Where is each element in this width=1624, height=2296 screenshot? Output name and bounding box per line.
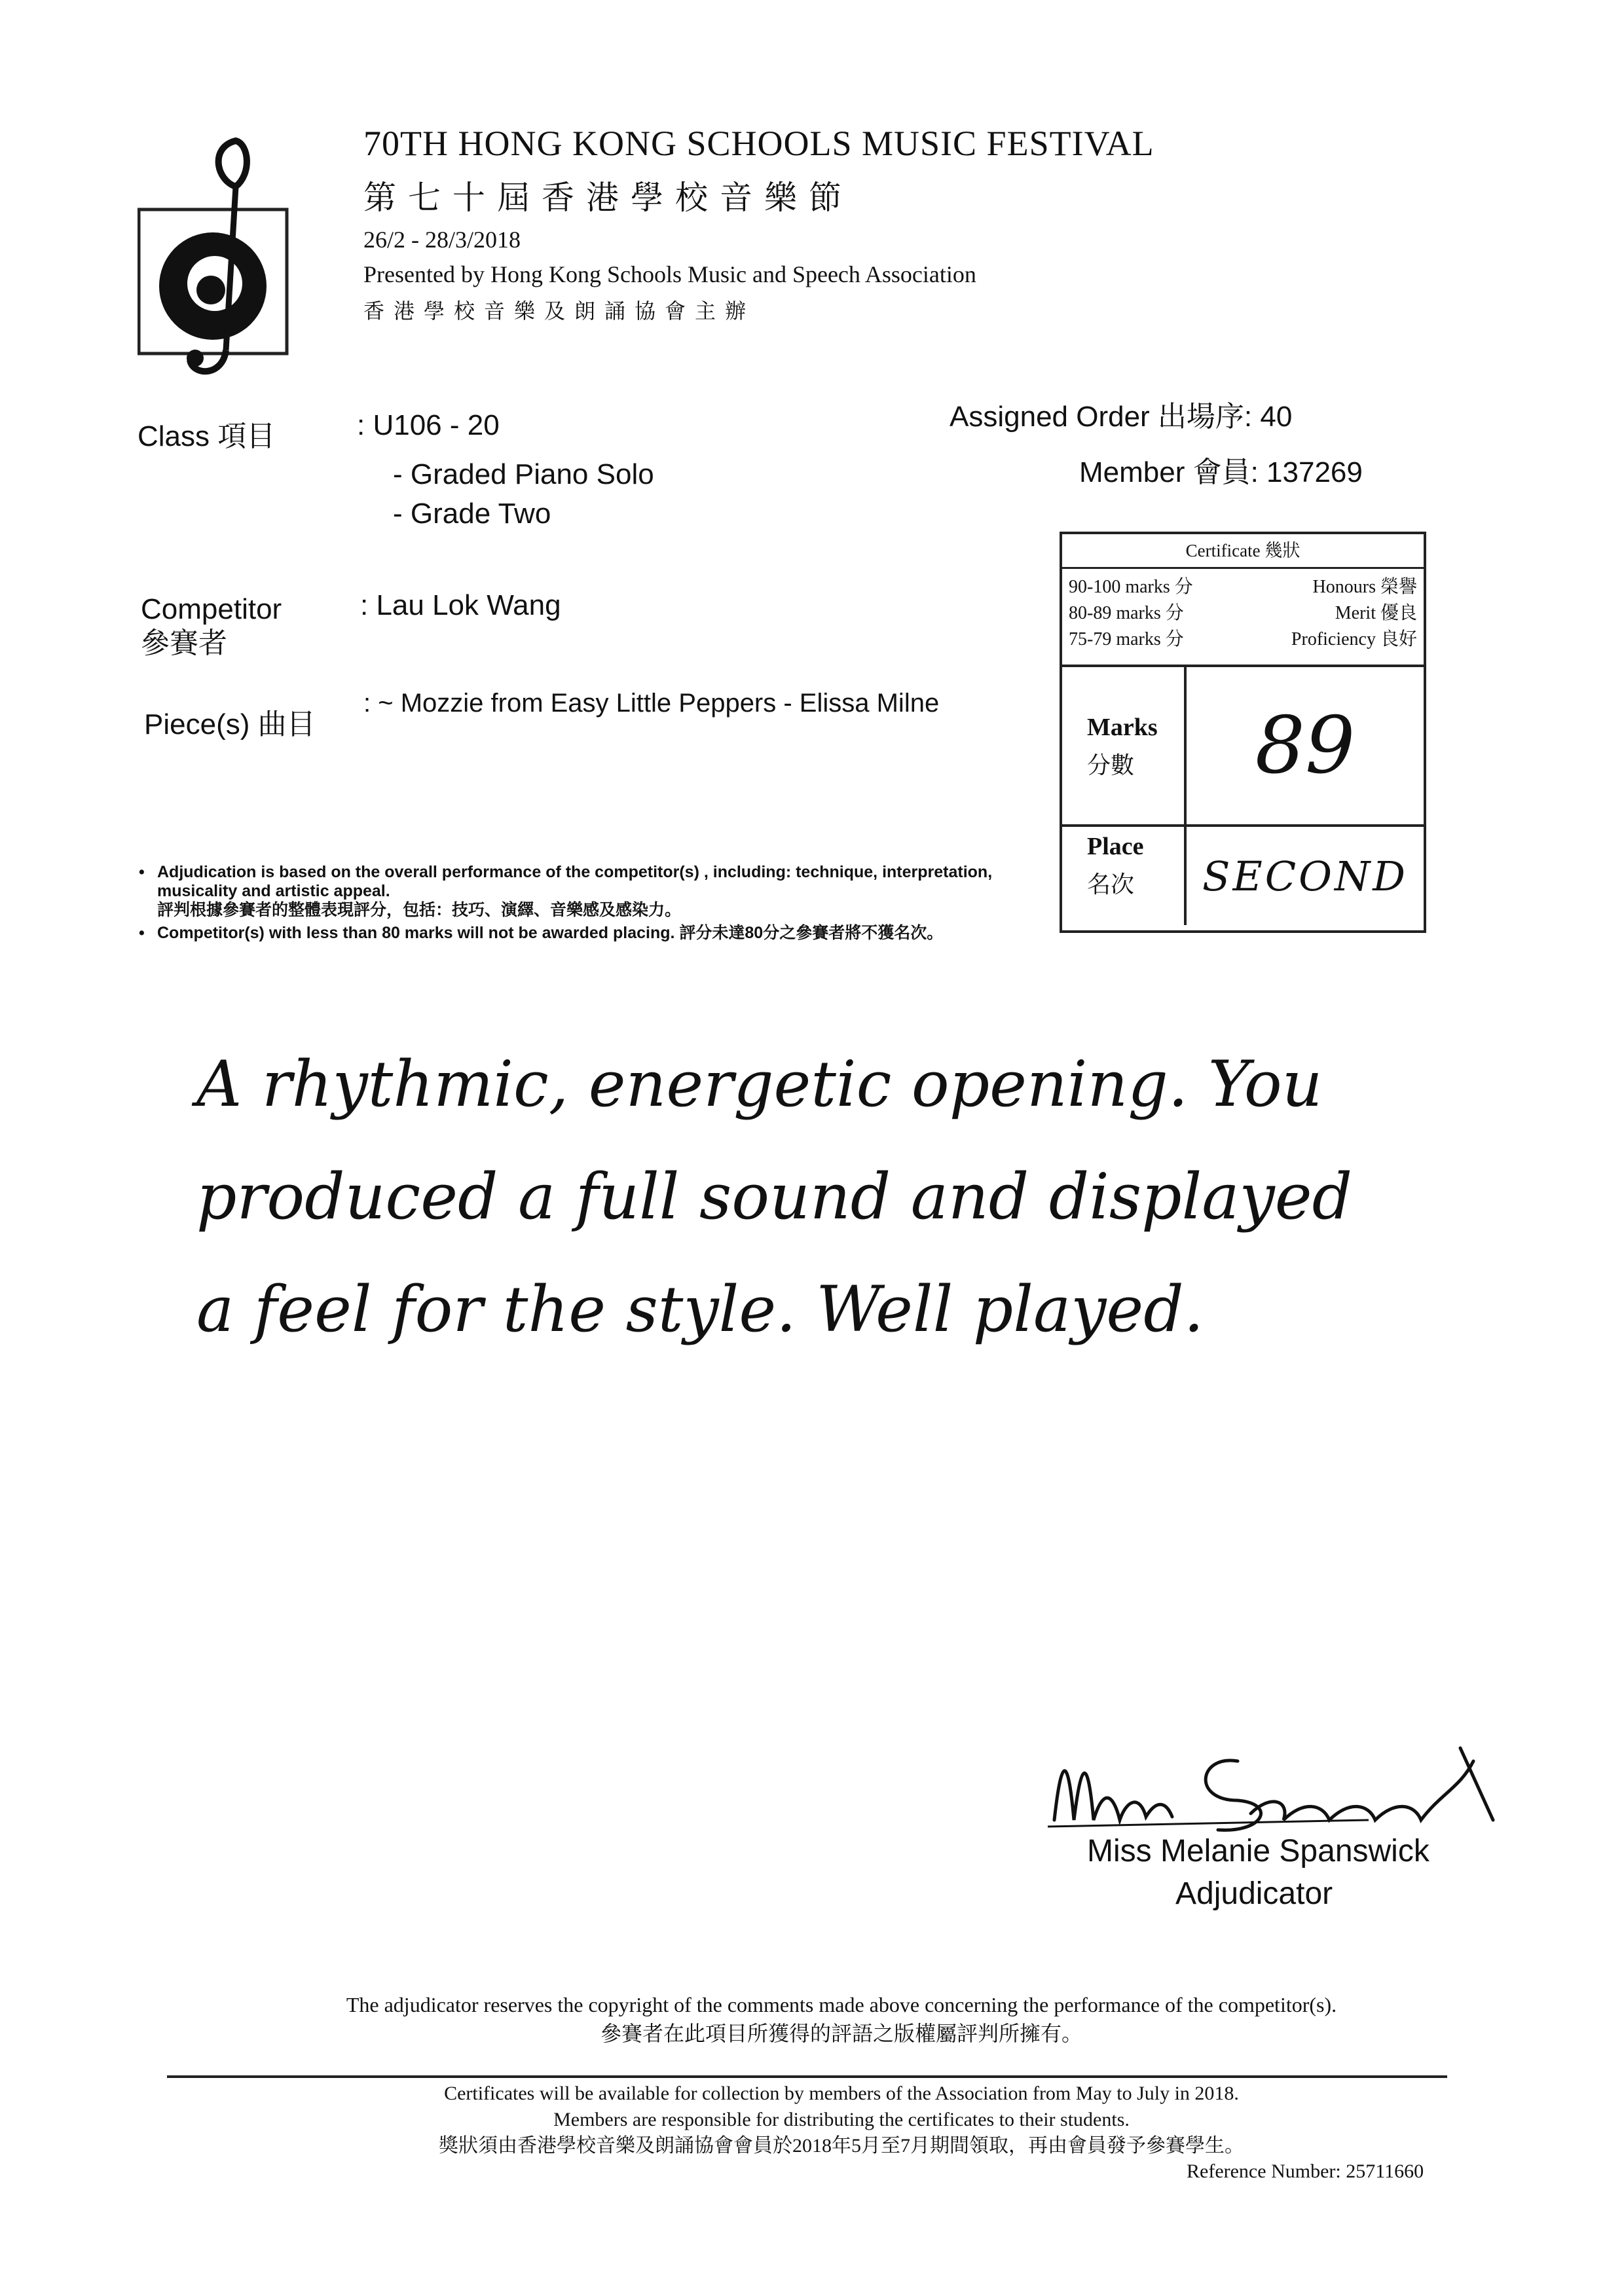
marks-value: 89 bbox=[1255, 700, 1356, 792]
copyright-text: The adjudicator reserves the copyright of the comments made above concerning the performance of the competitor(s). bbox=[346, 1993, 1337, 2016]
note-item bbox=[139, 863, 1008, 901]
competitor-label bbox=[141, 592, 282, 661]
comment-line: a feel for the style. Well played. bbox=[196, 1273, 1204, 1346]
certificate-header: Certificate 幾狀 bbox=[1062, 534, 1424, 569]
grade-range: 75-79 marks 分 bbox=[1069, 629, 1184, 649]
competitor-name: : Lau Lok Wang bbox=[360, 589, 561, 621]
marks-value-cell bbox=[1187, 667, 1424, 824]
note-text: Competitor(s) with less than 80 marks will not be awarded placing. 評分未達80分之參賽者將不獲名次。 bbox=[157, 924, 944, 942]
pieces-label: Piece(s) 曲目 bbox=[144, 708, 316, 740]
comment-line: produced a full sound and displayed bbox=[196, 1160, 1353, 1233]
festival-dates: 26/2 - 28/3/2018 bbox=[363, 227, 521, 253]
place-label-en: Place bbox=[1087, 833, 1144, 860]
adjudicator-role: Adjudicator bbox=[1175, 1876, 1333, 1911]
grade-row bbox=[1069, 627, 1417, 653]
marks-label bbox=[1062, 667, 1187, 824]
place-label-zh: 名次 bbox=[1087, 871, 1135, 898]
grade-table bbox=[1062, 569, 1424, 667]
collection-text-zh: 獎狀須由香港學校音樂及朗誦協會會員於2018年5月至7月期間領取，再由會員發予參賽學生。 bbox=[439, 2135, 1244, 2157]
bullet-icon: • bbox=[139, 863, 145, 881]
note-item bbox=[139, 924, 1008, 943]
grade-award: Merit 優良 bbox=[1335, 603, 1417, 623]
place-row bbox=[1062, 827, 1424, 925]
competitor-label-en: Competitor bbox=[141, 593, 282, 625]
member-number: Member 會員: 137269 bbox=[1079, 456, 1363, 488]
pieces-value: : ~ Mozzie from Easy Little Peppers - Elissa Milne bbox=[363, 689, 940, 718]
treble-clef-logo bbox=[138, 134, 291, 383]
marks-label-en: Marks bbox=[1087, 714, 1158, 741]
place-value: SECOND bbox=[1202, 852, 1408, 900]
grade-row bbox=[1069, 600, 1417, 627]
assigned-order: Assigned Order 出場序: 40 bbox=[950, 401, 1293, 433]
class-description-2: - Grade Two bbox=[393, 498, 551, 530]
bullet-icon: • bbox=[139, 924, 145, 942]
festival-title-zh: 第七十屆香港學校音樂節 bbox=[363, 179, 853, 216]
reference-number: Reference Number: 25711660 bbox=[1187, 2160, 1424, 2182]
copyright-text-zh: 參賽者在此項目所獲得的評語之版權屬評判所擁有。 bbox=[600, 2022, 1082, 2045]
collection-text: Members are responsible for distributing the certificates to their students. bbox=[553, 2109, 1130, 2130]
presented-by-zh: 香港學校音樂及朗誦協會主辦 bbox=[363, 299, 756, 323]
grade-row bbox=[1069, 574, 1417, 600]
class-code: : U106 - 20 bbox=[357, 409, 500, 441]
class-description-1: - Graded Piano Solo bbox=[393, 458, 654, 490]
place-label bbox=[1062, 827, 1187, 925]
marks-row bbox=[1062, 667, 1424, 827]
adjudicator-comments bbox=[196, 1028, 1539, 1366]
note-text: Adjudication is based on the overall performance of the competitor(s) , including: technique, interpretation, musicality and artistic appeal. bbox=[157, 863, 993, 900]
certificate-box bbox=[1060, 532, 1426, 933]
adjudicator-name: Miss Melanie Spanswick bbox=[1087, 1834, 1430, 1868]
collection-notice bbox=[268, 2081, 1414, 2159]
collection-text: Certificates will be available for collection by members of the Association from May to July in 2018. bbox=[444, 2083, 1239, 2104]
grade-award: Honours 榮譽 bbox=[1312, 577, 1417, 597]
festival-title: 70TH HONG KONG SCHOOLS MUSIC FESTIVAL bbox=[363, 124, 1154, 163]
presented-by: Presented by Hong Kong Schools Music and Speech Association bbox=[363, 261, 976, 287]
footer-divider bbox=[167, 2075, 1447, 2078]
comment-line: A rhythmic, energetic opening. You bbox=[196, 1048, 1323, 1121]
grade-range: 80-89 marks 分 bbox=[1069, 603, 1184, 623]
note-text-zh: 評判根據參賽者的整體表現評分，包括：技巧、演繹、音樂感及感染力。 bbox=[157, 901, 682, 919]
grade-range: 90-100 marks 分 bbox=[1069, 577, 1193, 597]
copyright-notice bbox=[268, 1990, 1414, 2048]
class-label: Class 項目 bbox=[138, 420, 276, 452]
adjudication-notes bbox=[139, 863, 1008, 943]
marks-label-zh: 分數 bbox=[1087, 752, 1135, 778]
place-value-cell bbox=[1187, 827, 1424, 925]
competitor-label-zh: 參賽者 bbox=[141, 627, 227, 659]
grade-award: Proficiency 良好 bbox=[1291, 629, 1417, 649]
